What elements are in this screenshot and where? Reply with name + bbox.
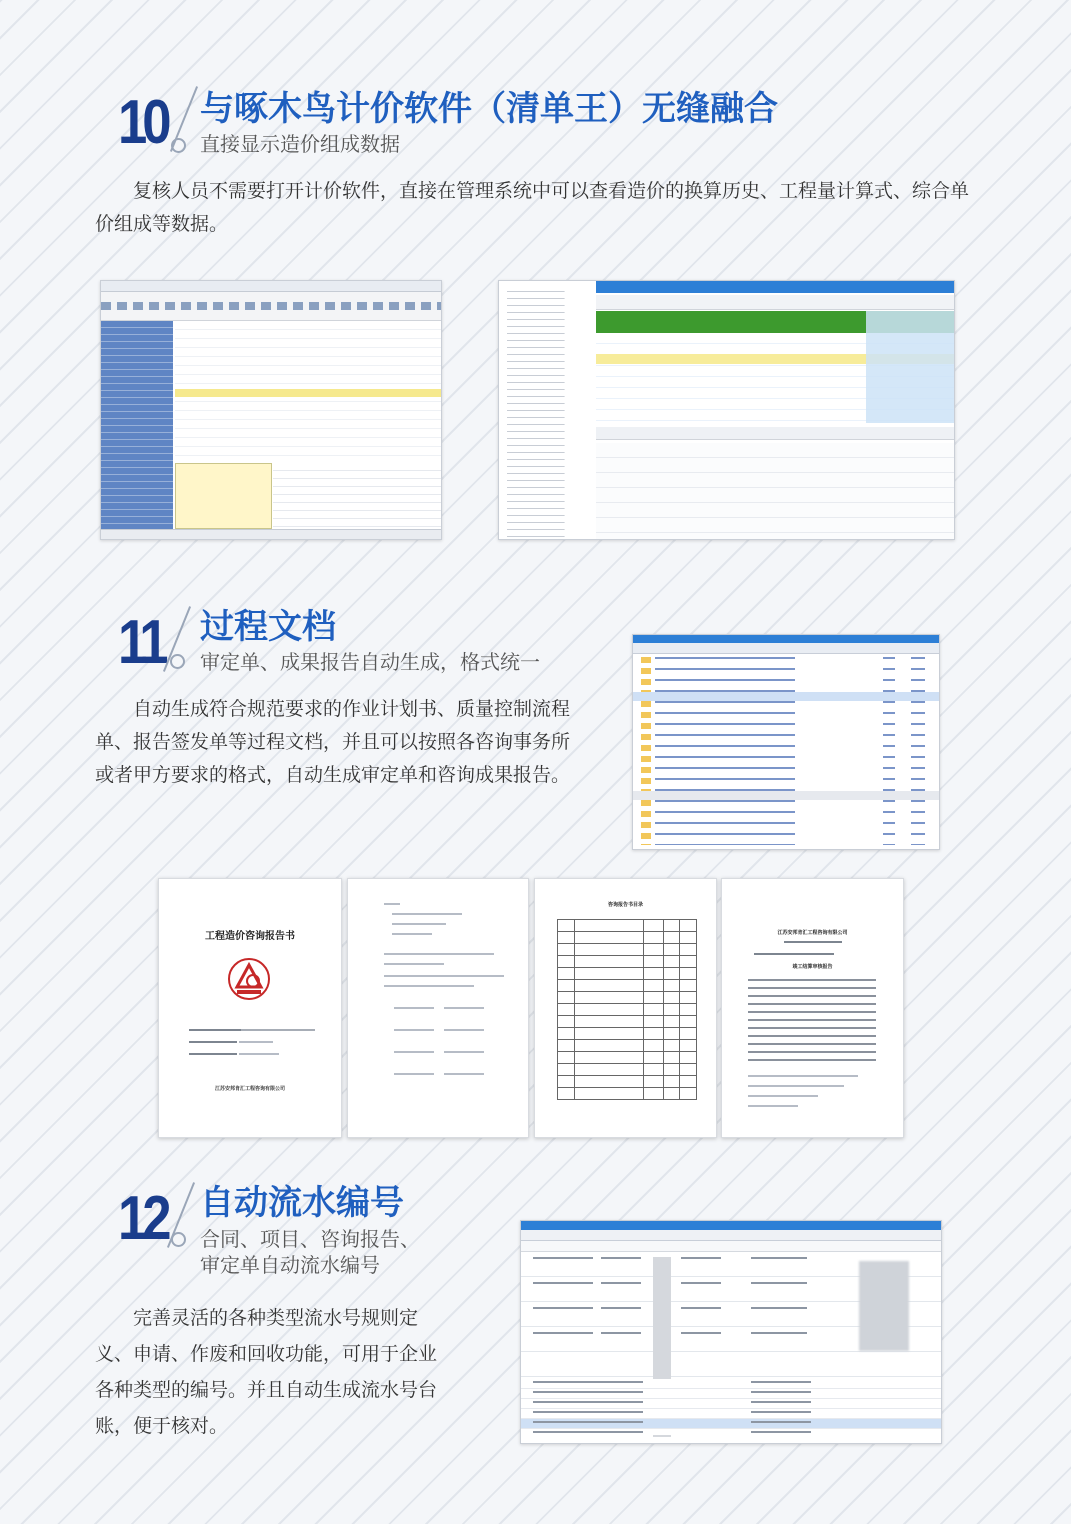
section-10-title: 与啄木鸟计价软件（清单王）无缝融合	[200, 89, 778, 129]
report-letter-text-lines	[748, 979, 876, 1065]
pricing-software-screenshot	[100, 280, 442, 540]
section-11-title: 过程文档	[200, 607, 336, 647]
section-12-subtitle-line-1: 合同、项目、咨询报告、	[200, 1227, 420, 1251]
report-letter-page	[721, 878, 904, 1138]
section-12-body: 完善灵活的各种类型流水号规则定义、申请、作废和回收功能，可用于企业各种类型的编号。并且自动生成流水号台账，便于核对。	[95, 1307, 438, 1437]
section-12-subtitle-line-2: 审定单自动流水编号	[200, 1253, 380, 1277]
serial-number-ledger-screenshot	[520, 1220, 942, 1444]
report-cover-page	[158, 878, 342, 1138]
pricing-detail-screenshot	[498, 280, 955, 540]
section-12-number: 12	[118, 1184, 167, 1253]
report-form-page	[347, 878, 529, 1138]
section-11-circle-decoration	[170, 654, 185, 669]
section-10-body: 复核人员不需要打开计价软件，直接在管理系统中可以查看造价的换算历史、工程量计算式、综合单价组成等数据。	[95, 180, 970, 235]
section-12-title: 自动流水编号	[200, 1183, 404, 1223]
section-11-subtitle: 审定单、成果报告自动生成，格式统一	[200, 650, 540, 674]
section-10-subtitle: 直接显示造价组成数据	[200, 132, 400, 156]
report-contents-page	[534, 878, 717, 1138]
report-letter-subject: 竣工结算审核报告	[792, 964, 833, 970]
process-document-list-screenshot	[632, 634, 940, 850]
report-contents-title: 咨询报告书目录	[607, 902, 643, 908]
section-11-body: 自动生成符合规范要求的作业计划书、质量控制流程单、报告签发单等过程文档，并且可以按照各咨询事务所或者甲方要求的格式，自动生成审定单和咨询成果报告。	[95, 698, 571, 786]
section-12-circle-decoration	[171, 1232, 186, 1247]
company-logo	[227, 957, 271, 1001]
section-10-circle-decoration	[171, 138, 186, 153]
report-contents-table	[557, 919, 697, 1100]
section-10-number: 10	[118, 88, 167, 157]
report-cover-company: 江苏安邦肯汇工程咨询有限公司	[214, 1086, 285, 1092]
report-letter-company: 江苏安邦肯汇工程咨询有限公司	[777, 930, 848, 936]
section-11-number: 11	[118, 608, 164, 677]
report-cover-title: 工程造价咨询报告书	[205, 931, 295, 942]
